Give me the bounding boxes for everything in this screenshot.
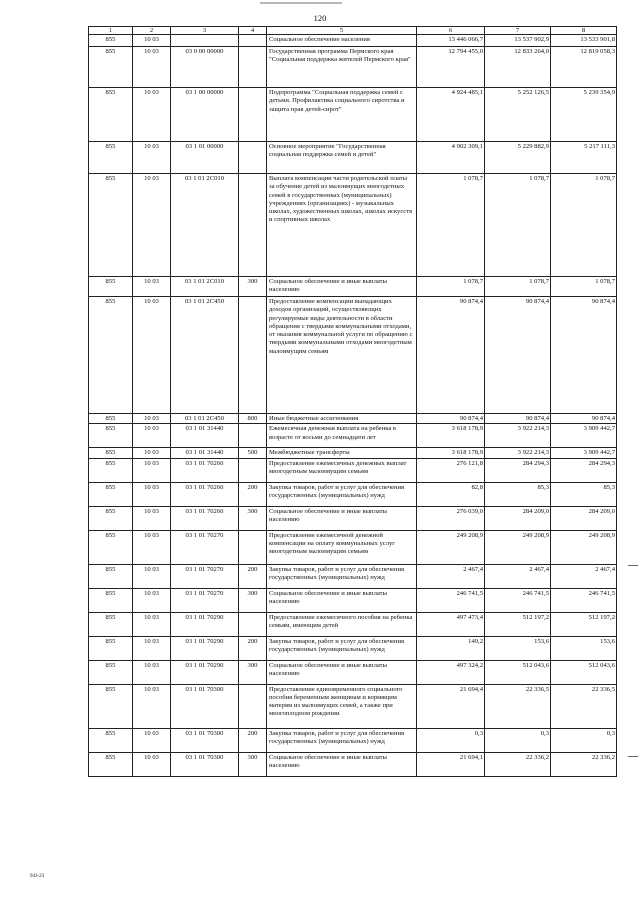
target-article-cell: 03 1 01 70270 — [171, 564, 239, 588]
ministry-code-cell: 855 — [89, 174, 133, 277]
expense-type-cell: 300 — [239, 588, 267, 612]
amount-year3-cell: 0,3 — [551, 728, 617, 752]
section-code-cell: 10 03 — [133, 482, 171, 506]
expense-type-cell: 200 — [239, 728, 267, 752]
section-code-cell: 10 03 — [133, 752, 171, 776]
item-name-cell: Закупка товаров, работ и услуг для обеспечения государственных (муниципальных) нужд — [267, 728, 417, 752]
table-row — [89, 612, 617, 636]
target-article-cell: 03 1 01 70270 — [171, 530, 239, 564]
ministry-code-cell: 855 — [89, 588, 133, 612]
amount-year1-cell: 82,8 — [417, 482, 485, 506]
target-article-cell — [171, 35, 239, 47]
item-name-cell: Подпрограмма "Социальная поддержка семей с детьми. Профилактика социального сиротства и защита прав детей-сирот" — [267, 88, 417, 142]
table-row — [89, 752, 617, 776]
amount-year1-cell: 2 467,4 — [417, 564, 485, 588]
ministry-code-cell: 855 — [89, 482, 133, 506]
item-name-cell: Закупка товаров, работ и услуг для обеспечения государственных (муниципальных) нужд — [267, 564, 417, 588]
table-row — [89, 35, 617, 47]
section-code-cell: 10 03 — [133, 612, 171, 636]
item-name-cell: Социальное обеспечение населения — [267, 35, 417, 47]
ministry-code-cell: 855 — [89, 424, 133, 448]
section-code-cell: 10 03 — [133, 588, 171, 612]
expense-type-cell — [239, 612, 267, 636]
section-code-cell: 10 03 — [133, 506, 171, 530]
amount-year2-cell: 3 922 214,3 — [485, 448, 551, 458]
target-article-cell: 03 1 00 00000 — [171, 88, 239, 142]
ministry-code-cell: 855 — [89, 297, 133, 414]
ministry-code-cell: 855 — [89, 660, 133, 684]
amount-year3-cell: 22 336,5 — [551, 684, 617, 728]
amount-year3-cell: 2 467,4 — [551, 564, 617, 588]
section-code-cell: 10 03 — [133, 660, 171, 684]
item-name-cell: Социальное обеспечение и иные выплаты населению — [267, 506, 417, 530]
document-code: 943-23 — [30, 874, 45, 879]
amount-year3-cell: 284 294,3 — [551, 458, 617, 482]
amount-year3-cell: 249 208,9 — [551, 530, 617, 564]
ministry-code-cell: 855 — [89, 564, 133, 588]
item-name-cell: Социальное обеспечение и иные выплаты населению — [267, 752, 417, 776]
amount-year1-cell: 4 924 485,1 — [417, 88, 485, 142]
amount-year3-cell: 22 336,2 — [551, 752, 617, 776]
amount-year3-cell: 512 197,2 — [551, 612, 617, 636]
amount-year3-cell: 153,6 — [551, 636, 617, 660]
amount-year2-cell: 12 833 264,0 — [485, 47, 551, 88]
amount-year2-cell: 284 294,3 — [485, 458, 551, 482]
item-name-cell: Социальное обеспечение и иные выплаты населению — [267, 588, 417, 612]
item-name-cell: Социальное обеспечение и иные выплаты населению — [267, 660, 417, 684]
target-article-cell: 03 1 01 31440 — [171, 424, 239, 448]
target-article-cell: 03 0 00 00000 — [171, 47, 239, 88]
target-article-cell: 03 1 01 31440 — [171, 448, 239, 458]
amount-year3-cell: 5 217 111,3 — [551, 142, 617, 174]
amount-year1-cell: 276 039,0 — [417, 506, 485, 530]
header-cell: 2 — [133, 27, 171, 35]
section-code-cell: 10 03 — [133, 636, 171, 660]
ministry-code-cell: 855 — [89, 458, 133, 482]
expense-type-cell — [239, 88, 267, 142]
item-name-cell: Предоставление ежемесячных денежных выплат многодетным малоимущим семьям — [267, 458, 417, 482]
amount-year1-cell: 249 208,9 — [417, 530, 485, 564]
amount-year1-cell: 3 618 178,9 — [417, 448, 485, 458]
section-code-cell: 10 03 — [133, 414, 171, 424]
amount-year2-cell: 284 209,0 — [485, 506, 551, 530]
target-article-cell: 03 1 01 70290 — [171, 636, 239, 660]
target-article-cell: 03 1 01 70260 — [171, 506, 239, 530]
target-article-cell: 03 1 01 00000 — [171, 142, 239, 174]
target-article-cell: 03 1 01 70290 — [171, 660, 239, 684]
table-row — [89, 424, 617, 448]
table-row — [89, 636, 617, 660]
target-article-cell: 03 1 01 2С450 — [171, 414, 239, 424]
item-name-cell: Иные бюджетные ассигнования — [267, 414, 417, 424]
ministry-code-cell: 855 — [89, 35, 133, 47]
expense-type-cell: 300 — [239, 660, 267, 684]
target-article-cell: 03 1 01 70290 — [171, 612, 239, 636]
table-row — [89, 530, 617, 564]
table-row — [89, 458, 617, 482]
expense-type-cell: 300 — [239, 506, 267, 530]
amount-year1-cell: 4 902 309,1 — [417, 142, 485, 174]
amount-year3-cell: 246 741,5 — [551, 588, 617, 612]
header-cell: 5 — [267, 27, 417, 35]
expense-type-cell: 800 — [239, 414, 267, 424]
section-code-cell: 10 03 — [133, 277, 171, 297]
table-row — [89, 47, 617, 88]
expense-type-cell: 300 — [239, 752, 267, 776]
amount-year2-cell: 1 078,7 — [485, 277, 551, 297]
target-article-cell: 03 1 01 70300 — [171, 684, 239, 728]
table-row — [89, 684, 617, 728]
header-row — [89, 27, 617, 35]
header-cell: 4 — [239, 27, 267, 35]
section-code-cell: 10 03 — [133, 728, 171, 752]
item-name-cell: Предоставление компенсации выпадающих доходов организаций, осуществляющих регулируемые виды деятельности в области обращения с твердыми коммунальными отходами, от оказания коммунальной услуги по обращению с твердыми коммунальными отходами многодетным малоимущим семьям — [267, 297, 417, 414]
target-article-cell: 03 1 01 70260 — [171, 458, 239, 482]
item-name-cell: Ежемесячная денежная выплата на ребенка в возрасте от восьми до семнадцати лет — [267, 424, 417, 448]
section-code-cell: 10 03 — [133, 47, 171, 88]
expense-type-cell — [239, 424, 267, 448]
ministry-code-cell: 855 — [89, 636, 133, 660]
amount-year3-cell: 1 078,7 — [551, 174, 617, 277]
amount-year3-cell: 3 909 442,7 — [551, 448, 617, 458]
amount-year3-cell: 512 043,6 — [551, 660, 617, 684]
item-name-cell: Основное мероприятие "Государственная социальная поддержка семей и детей" — [267, 142, 417, 174]
expense-type-cell: 200 — [239, 564, 267, 588]
header-cell: 8 — [551, 27, 617, 35]
ministry-code-cell: 855 — [89, 752, 133, 776]
expense-type-cell — [239, 174, 267, 277]
ministry-code-cell: 855 — [89, 530, 133, 564]
item-name-cell: Предоставление ежемесячного пособия на ребенка семьям, имеющим детей — [267, 612, 417, 636]
amount-year1-cell: 149,2 — [417, 636, 485, 660]
amount-year2-cell: 153,6 — [485, 636, 551, 660]
target-article-cell: 03 1 01 2С010 — [171, 277, 239, 297]
amount-year3-cell: 85,3 — [551, 482, 617, 506]
amount-year2-cell: 90 874,4 — [485, 297, 551, 414]
amount-year3-cell: 284 209,0 — [551, 506, 617, 530]
amount-year2-cell: 0,3 — [485, 728, 551, 752]
ministry-code-cell: 855 — [89, 506, 133, 530]
section-code-cell: 10 03 — [133, 564, 171, 588]
amount-year2-cell: 512 197,2 — [485, 612, 551, 636]
expense-type-cell: 300 — [239, 277, 267, 297]
amount-year2-cell: 2 467,4 — [485, 564, 551, 588]
item-name-cell: Социальное обеспечение и иные выплаты населению — [267, 277, 417, 297]
table-row — [89, 588, 617, 612]
table-row — [89, 414, 617, 424]
expense-type-cell — [239, 458, 267, 482]
ministry-code-cell: 855 — [89, 728, 133, 752]
scan-mark — [260, 2, 342, 4]
expense-type-cell: 200 — [239, 636, 267, 660]
amount-year2-cell: 1 078,7 — [485, 174, 551, 277]
header-cell: 3 — [171, 27, 239, 35]
item-name-cell: Закупка товаров, работ и услуг для обеспечения государственных (муниципальных) нужд — [267, 636, 417, 660]
table-row — [89, 660, 617, 684]
amount-year1-cell: 1 078,7 — [417, 277, 485, 297]
amount-year1-cell: 90 874,4 — [417, 297, 485, 414]
expense-type-cell — [239, 297, 267, 414]
item-name-cell: Предоставление ежемесячной денежной компенсации на оплату коммунальных услуг многодетным малоимущим семьям — [267, 530, 417, 564]
amount-year1-cell: 21 694,1 — [417, 752, 485, 776]
expense-type-cell — [239, 684, 267, 728]
ministry-code-cell: 855 — [89, 684, 133, 728]
ministry-code-cell: 855 — [89, 612, 133, 636]
page-number: 120 — [313, 13, 327, 23]
ministry-code-cell: 855 — [89, 448, 133, 458]
table-row — [89, 728, 617, 752]
section-code-cell: 10 03 — [133, 297, 171, 414]
target-article-cell: 03 1 01 2С450 — [171, 297, 239, 414]
table-row — [89, 88, 617, 142]
target-article-cell: 03 1 01 70270 — [171, 588, 239, 612]
amount-year2-cell: 249 208,9 — [485, 530, 551, 564]
amount-year2-cell: 90 874,4 — [485, 414, 551, 424]
amount-year1-cell: 3 618 178,9 — [417, 424, 485, 448]
amount-year3-cell: 1 078,7 — [551, 277, 617, 297]
table-row — [89, 174, 617, 277]
item-name-cell: Закупка товаров, работ и услуг для обеспечения государственных (муниципальных) нужд — [267, 482, 417, 506]
section-code-cell: 10 03 — [133, 530, 171, 564]
item-name-cell: Предоставление единовременного социального пособия беременным женщинам и кормящим матерям из малоимущих семей, а также при многоплодном рождении — [267, 684, 417, 728]
amount-year3-cell: 5 239 354,9 — [551, 88, 617, 142]
expense-type-cell — [239, 47, 267, 88]
amount-year2-cell: 5 252 126,5 — [485, 88, 551, 142]
amount-year1-cell: 90 874,4 — [417, 414, 485, 424]
amount-year3-cell: 3 909 442,7 — [551, 424, 617, 448]
amount-year2-cell: 246 741,5 — [485, 588, 551, 612]
amount-year3-cell: 90 874,4 — [551, 414, 617, 424]
amount-year1-cell: 497 473,4 — [417, 612, 485, 636]
table-row — [89, 564, 617, 588]
amount-year2-cell: 3 922 214,3 — [485, 424, 551, 448]
section-code-cell: 10 03 — [133, 174, 171, 277]
table-row — [89, 506, 617, 530]
amount-year1-cell: 13 446 066,7 — [417, 35, 485, 47]
target-article-cell: 03 1 01 70300 — [171, 752, 239, 776]
ministry-code-cell: 855 — [89, 277, 133, 297]
table-row — [89, 448, 617, 458]
amount-year3-cell: 90 874,4 — [551, 297, 617, 414]
amount-year3-cell: 13 533 901,8 — [551, 35, 617, 47]
amount-year1-cell: 12 794 455,0 — [417, 47, 485, 88]
amount-year1-cell: 497 324,2 — [417, 660, 485, 684]
amount-year2-cell: 512 043,6 — [485, 660, 551, 684]
amount-year2-cell: 5 229 882,9 — [485, 142, 551, 174]
section-code-cell: 10 03 — [133, 458, 171, 482]
expense-type-cell: 500 — [239, 448, 267, 458]
expense-type-cell — [239, 35, 267, 47]
section-code-cell: 10 03 — [133, 424, 171, 448]
amount-year2-cell: 13 537 902,9 — [485, 35, 551, 47]
section-code-cell: 10 03 — [133, 684, 171, 728]
ministry-code-cell: 855 — [89, 142, 133, 174]
amount-year3-cell: 12 819 058,3 — [551, 47, 617, 88]
ministry-code-cell: 855 — [89, 414, 133, 424]
header-cell: 7 — [485, 27, 551, 35]
amount-year2-cell: 85,3 — [485, 482, 551, 506]
header-cell: 1 — [89, 27, 133, 35]
item-name-cell: Выплата компенсации части родительской платы за обучение детей из малоимущих многодетных семей в государственных (муниципальных) учреждениях (организациях) - музыкальных школах, художественных школах, школах искусств и спортивных школах — [267, 174, 417, 277]
item-name-cell: Межбюджетные трансферты — [267, 448, 417, 458]
section-code-cell: 10 03 — [133, 448, 171, 458]
item-name-cell: Государственная программа Пермского края "Социальная поддержка жителей Пермского края" — [267, 47, 417, 88]
amount-year2-cell: 22 336,5 — [485, 684, 551, 728]
amount-year1-cell: 246 741,5 — [417, 588, 485, 612]
margin-mark — [628, 756, 638, 757]
amount-year1-cell: 1 078,7 — [417, 174, 485, 277]
ministry-code-cell: 855 — [89, 47, 133, 88]
section-code-cell: 10 03 — [133, 88, 171, 142]
section-code-cell: 10 03 — [133, 142, 171, 174]
table-row — [89, 297, 617, 414]
expense-type-cell — [239, 530, 267, 564]
amount-year2-cell: 22 336,2 — [485, 752, 551, 776]
amount-year1-cell: 276 121,8 — [417, 458, 485, 482]
amount-year1-cell: 0,3 — [417, 728, 485, 752]
table-row — [89, 277, 617, 297]
target-article-cell: 03 1 01 70300 — [171, 728, 239, 752]
target-article-cell: 03 1 01 2С010 — [171, 174, 239, 277]
amount-year1-cell: 21 694,4 — [417, 684, 485, 728]
table-row — [89, 482, 617, 506]
section-code-cell: 10 03 — [133, 35, 171, 47]
table-row — [89, 142, 617, 174]
margin-mark — [628, 565, 638, 566]
header-cell: 6 — [417, 27, 485, 35]
target-article-cell: 03 1 01 70260 — [171, 482, 239, 506]
budget-table — [88, 26, 617, 777]
expense-type-cell: 200 — [239, 482, 267, 506]
ministry-code-cell: 855 — [89, 88, 133, 142]
expense-type-cell — [239, 142, 267, 174]
